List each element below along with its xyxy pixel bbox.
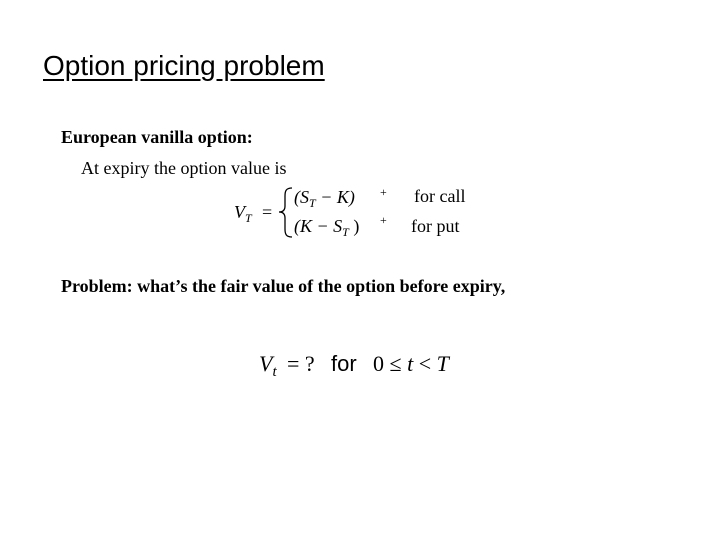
value-question: = ? xyxy=(287,351,315,376)
case-label-put: for put xyxy=(411,216,460,236)
put-payoff: ($K - S_T$ ) xyxy=(294,216,360,239)
payoff-equals: = xyxy=(262,202,273,222)
problem-statement: Problem: what’s the fair value of the option before expiry, xyxy=(61,276,506,296)
option-heading: European vanilla option: xyxy=(61,127,253,147)
case-label-call: for call xyxy=(414,186,466,206)
slide-title: Option pricing problem xyxy=(43,50,325,81)
value-lhs: $V_t$ xyxy=(259,351,277,380)
expiry-statement: At expiry the option value is xyxy=(81,158,287,178)
time-condition: 0 ≤ t < T xyxy=(373,351,449,376)
call-plus: + xyxy=(380,185,387,199)
payoff-equation xyxy=(228,182,398,242)
payoff-lhs: $V_T$ xyxy=(234,202,252,225)
pricing-condition-equation xyxy=(255,345,485,385)
call-payoff: $(S_T - K)$ xyxy=(294,187,355,210)
left-brace xyxy=(279,188,292,237)
put-plus: + xyxy=(380,213,387,227)
for-word: for xyxy=(331,351,357,376)
